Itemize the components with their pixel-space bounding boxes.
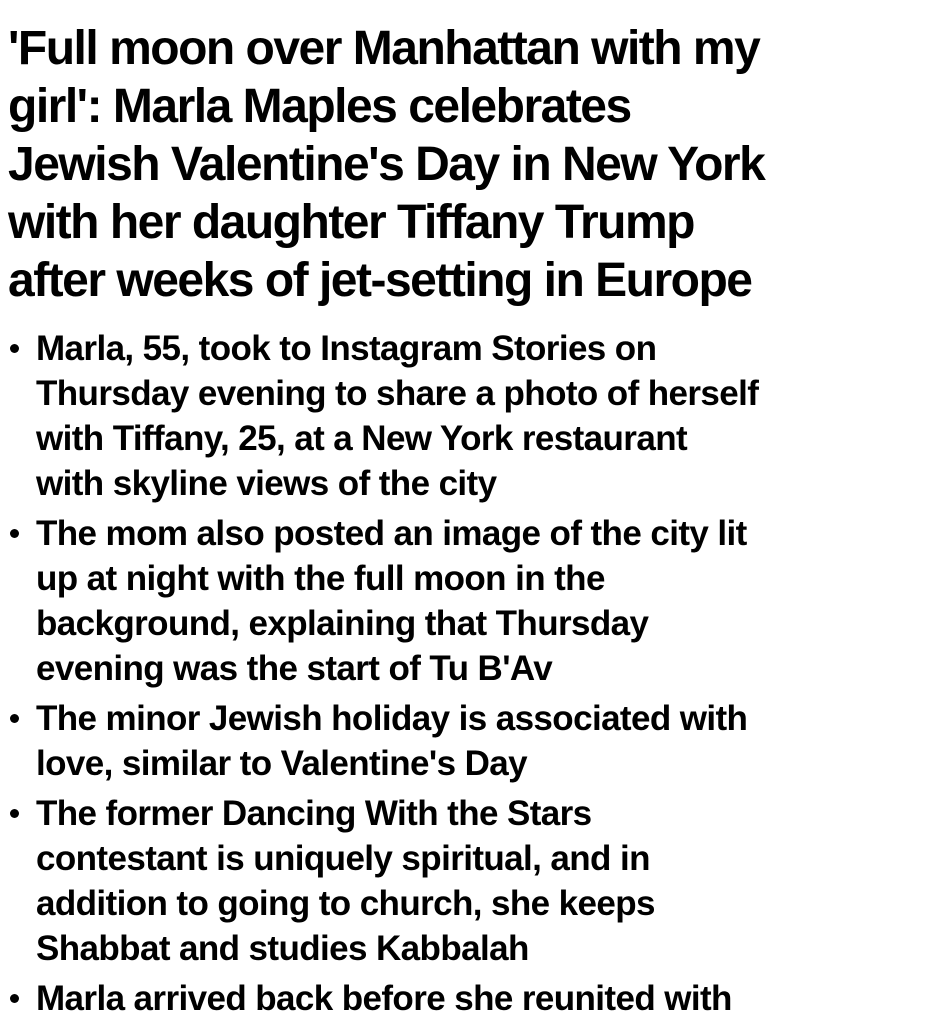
headline-line: 'Full moon over Manhattan with my [8, 22, 760, 75]
bullet-item [8, 696, 940, 786]
article-headline [8, 20, 940, 310]
bullet-line: with skyline views of the city [36, 464, 497, 503]
bullet-line: The former Dancing With the Stars [36, 794, 592, 833]
bullet-line: Shabbat and studies Kabbalah [36, 929, 529, 968]
bullet-text [36, 326, 758, 506]
bullet-line: up at night with the full moon in the [36, 559, 605, 598]
bullet-line: Thursday evening to share a photo of herself [36, 374, 759, 413]
bullet-line: love, similar to Valentine's Day [36, 744, 528, 783]
bullet-line: The mom also posted an image of the city lit [36, 514, 747, 553]
bullet-line: contestant is uniquely spiritual, and in [36, 839, 650, 878]
bullet-text [36, 511, 747, 691]
bullet-item [8, 511, 940, 691]
bullet-line: background, explaining that Thursday [36, 604, 649, 643]
bullet-text [36, 696, 747, 786]
bullet-line: addition to going to church, she keeps [36, 884, 655, 923]
article-bullet-list [8, 326, 940, 1021]
bullet-item [8, 791, 940, 971]
bullet-dot-icon [10, 994, 19, 1003]
bullet-line: Marla arrived back before she reunited with [36, 979, 732, 1018]
bullet-line: with Tiffany, 25, at a New York restaurant [36, 419, 688, 458]
bullet-text [36, 976, 732, 1021]
bullet-dot-icon [10, 529, 19, 538]
bullet-line: The minor Jewish holiday is associated with [36, 699, 748, 738]
headline-line: with her daughter Tiffany Trump [8, 196, 694, 249]
headline-line: after weeks of jet-setting in Europe [8, 254, 752, 307]
bullet-item [8, 326, 940, 506]
bullet-line: evening was the start of Tu B'Av [36, 649, 553, 688]
bullet-dot-icon [10, 344, 19, 353]
bullet-dot-icon [10, 809, 19, 818]
bullet-dot-icon [10, 714, 19, 723]
bullet-line: Marla, 55, took to Instagram Stories on [36, 329, 657, 368]
headline-line: Jewish Valentine's Day in New York [8, 138, 765, 191]
bullet-text [36, 791, 655, 971]
headline-line: girl': Marla Maples celebrates [8, 80, 631, 133]
bullet-item [8, 976, 940, 1021]
